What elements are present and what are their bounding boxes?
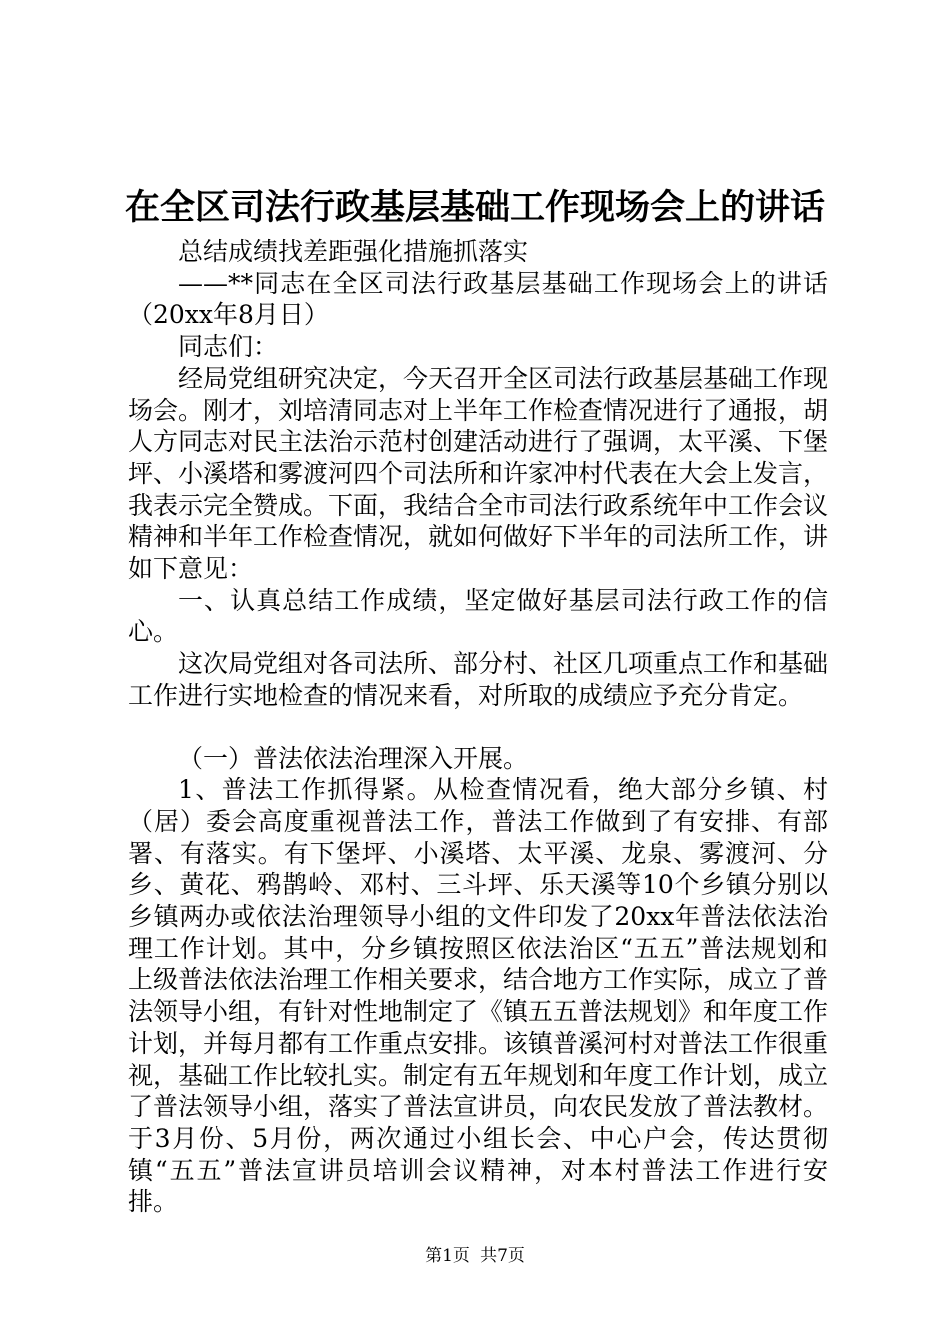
page-total: 共7页 [480, 1246, 525, 1266]
subsection-heading-1: （一）普法依法治理深入开展。 [178, 743, 529, 773]
intro-paragraph: 经局党组研究决定，今天召开全区司法行政基层基础工作现场会。刚才，刘培清同志对上半年工作检查情况进行了通报，胡人方同志对民主法治示范村创建活动进行了强调，太平溪、下堡坪、小溪塔和雾渡河四个司法所和许家冲村代表在大会上发言，我表示完全赞成。下面，我结合全市司法行政系统年中工作会议精神和半年工作检查情况，就如何做好下半年的司法所工作，讲如下意见： [128, 363, 829, 584]
document-title: 在全区司法行政基层基础工作现场会上的讲话 [124, 188, 825, 228]
subtitle: 总结成绩找差距强化措施抓落实 [178, 237, 529, 266]
section-paragraph: 这次局党组对各司法所、部分村、社区几项重点工作和基础工作进行实地检查的情况来看，对所取的成绩应予充分肯定。 [128, 649, 829, 710]
page-footer [0, 1244, 950, 1268]
item-paragraph-1: 1、普法工作抓得紧。从检查情况看，绝大部分乡镇、村（居）委会高度重视普法工作，普法工作做到了有安排、有部署、有落实。有下堡坪、小溪塔、太平溪、龙泉、雾渡河、分乡、黄花、鸦鹊岭、邓村、三斗坪、乐天溪等10个乡镇分别以乡镇两办或依法治理领导小组的文件印发了20xx年普法依法治理工作计划。其中，分乡镇按照区依法治区“五五”普法规划和上级普法依法治理工作相关要求，结合地方工作实际，成立了普法领导小组，有针对性地制定了《镇五五普法规划》和年度工作计划，并每月都有工作重点安排。该镇普溪河村对普法工作很重视，基础工作比较扎实。制定有五年规划和年度工作计划，成立了普法领导小组，落实了普法宣讲员，向农民发放了普法教材。于3月份、5月份，两次通过小组长会、中心户会，传达贯彻镇“五五”普法宣讲员培训会议精神，对本村普法工作进行安排。 [128, 775, 829, 1217]
section-heading-1: 一、认真总结工作成绩，坚定做好基层司法行政工作的信心。 [128, 585, 828, 647]
salutation: 同志们： [178, 332, 279, 362]
document-body [128, 236, 828, 1218]
page-number: 第1页 [425, 1246, 470, 1266]
speaker-line: ——**同志在全区司法行政基层基础工作现场会上的讲话（20xx年8月日） [128, 268, 828, 330]
